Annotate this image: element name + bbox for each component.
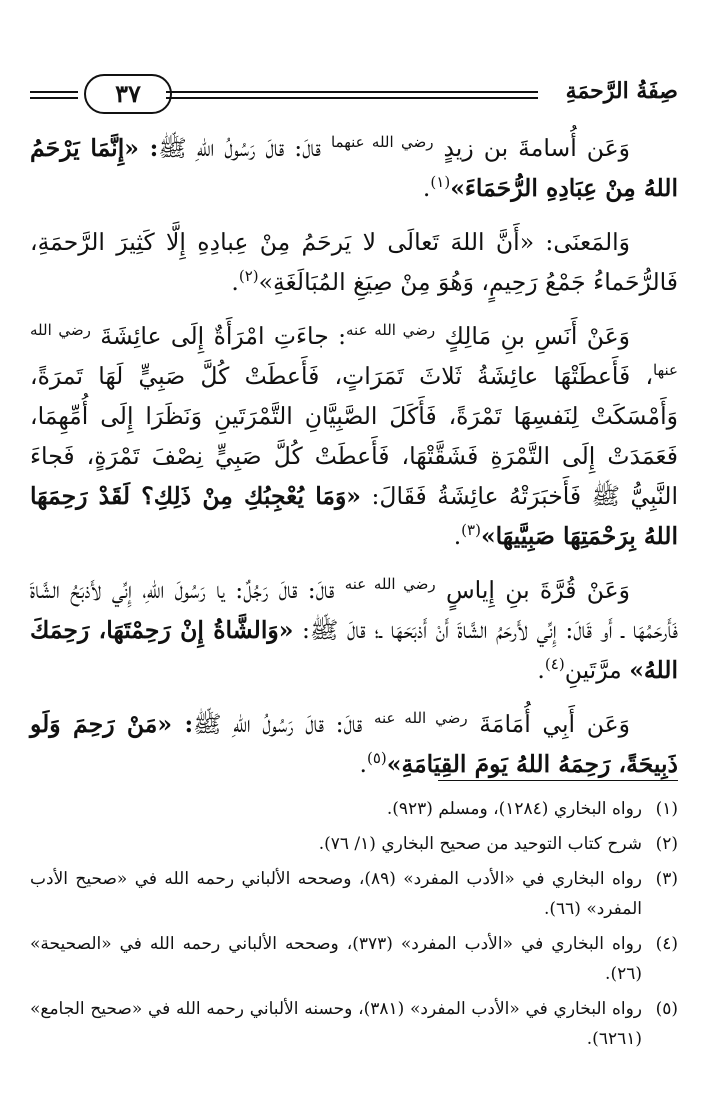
header-rule <box>30 97 78 99</box>
honorific-glyph: رضي الله عنه <box>346 321 436 340</box>
text-run: . <box>537 656 545 684</box>
text-run: ﷺ <box>158 134 187 162</box>
text-run: : جاءَتِ امْرَأَةٌ إِلَى عائِشَةَ <box>90 322 347 350</box>
honorific-glyph: رضي الله عنه <box>373 709 468 728</box>
footnote-reference: (٣) <box>461 521 481 540</box>
header-rule <box>166 97 538 99</box>
footnote-separator <box>438 780 678 781</box>
paragraph-text <box>30 316 678 556</box>
honorific-glyph: رضي الله عنها <box>30 321 678 380</box>
text-run: ﷺ <box>591 482 621 510</box>
footnote-text: رواه البخاري (١٢٨٤)، ومسلم (٩٢٣). <box>386 799 642 819</box>
footnote-text: رواه البخاري في «الأدب المفرد» (٨٩)، وصححه الألباني رحمه الله في «صحيح الأدب المفرد» (٦٦). <box>30 869 643 919</box>
page-number: ٣٧ <box>84 74 172 114</box>
text-run: ﷺ <box>193 710 222 738</box>
text-run: . <box>422 174 431 202</box>
footnote-number: (٣) <box>655 869 678 889</box>
footnote-text: رواه البخاري في «الأدب المفرد» (٣٨١)، وحسنه الألباني رحمه الله في «صحيح الجامع» (٦٢٦١). <box>30 999 642 1049</box>
footnote-reference: (١) <box>430 173 451 192</box>
text-run: مرَّتَينِ <box>564 656 630 684</box>
text-run: ، فَأَعطَتْهَا عائِشَةُ ثَلاثَ تَمَرَاتٍ، فَأَعطَتْ كُلَّ صَبِيٍّ لَهَا تَمرَةً، وَأَمْسَكَتْ لِنَفسِهَا تَمْرَةً، فَأَكَلَ الصَّبِيَّانِ التَّمْرَتَينِ وَنَظَرَا إِلَى أُمِّهِمَا، فَعَمَدَتْ إِلَى التَّمْرَةِ فَشَقَّتْهَا، فَأَعطَتْ كُلَّ صَبِيٍّ نِصْفَ تَمْرَةٍ، فَجاءَ النَّبِيُّ <box>30 362 679 510</box>
honorific-glyph: رضي الله عنهما <box>330 133 434 152</box>
text-run: . <box>231 268 239 296</box>
footnote-text: شرح كتاب التوحيد من صحيح البخاري (١/ ٧٦). <box>318 834 642 854</box>
page-header <box>30 74 678 114</box>
text-run: قالَ: قالَ رَسُولُ اللهِ <box>221 710 374 738</box>
text-run: قالَ: قالَ رَسُولُ اللهِ <box>186 134 331 162</box>
footnote-number: (٤) <box>655 934 678 954</box>
footnote-number: (١) <box>655 799 678 819</box>
hadith-quote: : «مَنْ رَحِمَ وَلَو ذَبِيحَةً، رَحِمَهُ اللهُ يَومَ القِيَامَةِ» <box>30 710 678 778</box>
footnote <box>30 829 678 859</box>
footnote-number: (٢) <box>655 834 678 854</box>
paragraph-p2 <box>30 222 678 302</box>
text-run: ﷺ <box>309 616 339 644</box>
text-run: قالَ: قالَ رَجُلٌ: يا رَسُولَ اللهِ، إِنِّي لأَذبَحُ الشَّاةَ فَأَرحَمُهَا ـ أَو قَالَ: إِنِّي لأَرحَمُ الشَّاةَ أَنْ أَذبَحَهَا ـ؛ قالَ <box>30 576 678 644</box>
paragraph-p5 <box>30 704 678 784</box>
paragraph-text <box>30 222 678 302</box>
hadith-quote: : «إِنَّمَا يَرْحَمُ اللهُ مِنْ عِبَادِهِ الرُّحَمَاءَ» <box>30 134 678 202</box>
text-run: وَعَن أُسامةَ بن زيدٍ <box>433 134 631 162</box>
paragraph-text <box>30 128 678 208</box>
text-run: . <box>359 750 367 778</box>
running-title: صِفَةُ الرَّحمَةِ <box>565 78 678 104</box>
text-run: . <box>453 522 462 550</box>
paragraph-text <box>30 570 678 690</box>
paragraph-p1 <box>30 128 678 208</box>
text-run: وَعَنْ أَنَسِ بنِ مَالِكٍ <box>435 322 630 350</box>
footnote <box>30 929 678 989</box>
footnote <box>30 794 678 824</box>
text-run: وَعَنْ قُرَّةَ بنِ إِياسٍ <box>435 576 630 604</box>
footnote-number: (٥) <box>655 999 678 1019</box>
paragraph-p3 <box>30 316 678 556</box>
footnotes <box>30 794 678 1059</box>
main-text <box>30 128 678 798</box>
text-run: وَعَن أَبِي أُمَامَةَ <box>467 710 630 738</box>
header-rule <box>30 91 78 93</box>
text-run: وَالمَعنَى: «أَنَّ اللهَ تَعالَى لا يَرحَمُ مِنْ عِبادِهِ إِلَّا كَثِيرَ الرَّحمَةِ، فَالرُّحَماءُ جَمْعُ رَحِيمٍ، وَهُوَ مِنْ صِيَغِ المُبَالَغَةِ» <box>30 228 678 296</box>
footnote-text: رواه البخاري في «الأدب المفرد» (٣٧٣)، وصححه الألباني رحمه الله في «الصحيحة» (٢٦). <box>30 934 643 984</box>
hadith-quote: «وَالشَّاةُ إِنْ رَحِمْتَهَا، رَحِمَكَ اللهُ» <box>30 616 678 684</box>
footnote-reference: (٤) <box>544 655 565 674</box>
footnote-reference: (٥) <box>366 749 387 768</box>
paragraph-p4 <box>30 570 678 690</box>
header-rule <box>166 91 538 93</box>
footnote <box>30 994 678 1054</box>
text-run: : <box>293 616 310 644</box>
paragraph-text <box>30 704 678 784</box>
footnote <box>30 864 678 924</box>
footnote-reference: (٢) <box>238 267 259 286</box>
hadith-quote: «وَمَا يُعْجِبُكِ مِنْ ذَلِكِ؟ لَقَدْ رَحِمَهَا اللهُ بِرَحْمَتِهَا صَبِيَّيهَا» <box>30 482 678 550</box>
text-run: فَأَخبَرَتْهُ عائِشَةُ فَقَالَ: <box>360 482 592 510</box>
honorific-glyph: رضي الله عنه <box>344 575 436 594</box>
